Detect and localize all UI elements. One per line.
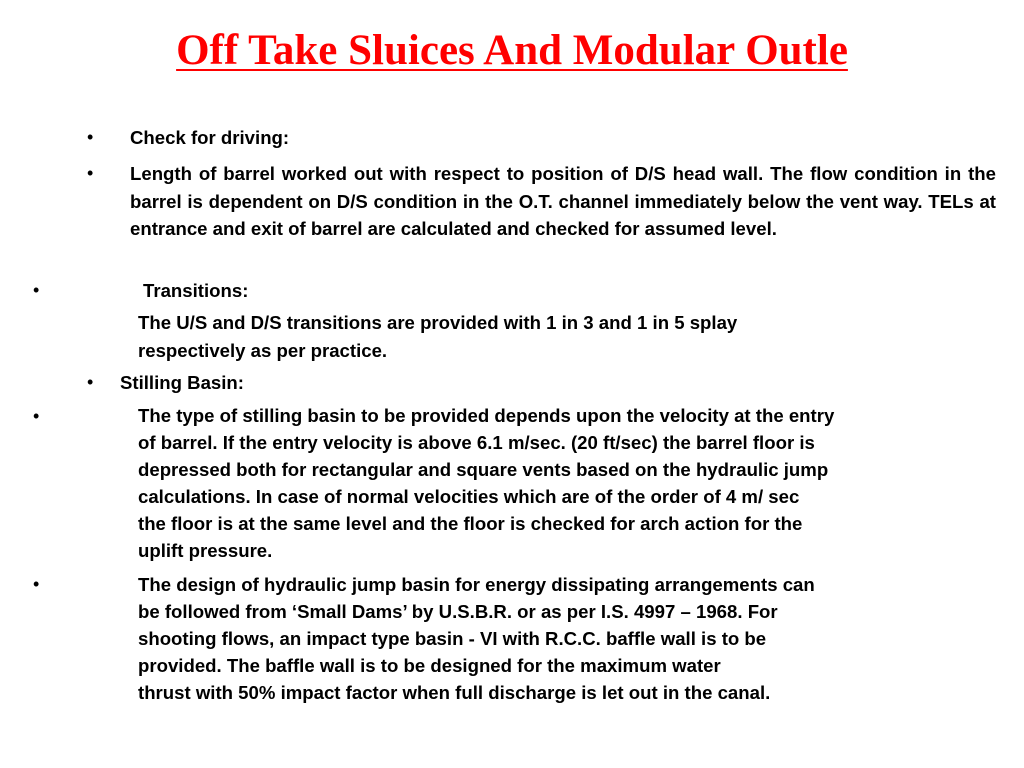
item-jump-line: be followed from ‘Small Dams’ by U.S.B.R. or as per I.S. 4997 – 1968. For	[138, 601, 778, 622]
item-jump-line: provided. The baffle wall is to be designed for the maximum water	[138, 655, 721, 676]
item-jump-line: The design of hydraulic jump basin for energy dissipating arrangements can	[138, 574, 815, 595]
slide-title: Off Take Sluices And Modular Outle	[176, 27, 848, 74]
bullet-transitions: •	[33, 280, 40, 300]
item-stilling-line: of barrel. If the entry velocity is above 6.1 m/sec. (20 ft/sec) the barrel floor is	[138, 432, 815, 453]
bullet-stilling-basin: •	[87, 372, 94, 392]
item-stilling-line: The type of stilling basin to be provided depends upon the velocity at the entry	[138, 405, 835, 426]
item-stilling-line: depressed both for rectangular and square vents based on the hydraulic jump	[138, 459, 829, 480]
item-transitions-body-line: respectively as per practice.	[138, 340, 388, 361]
item-stilling-line: calculations. In case of normal velocities which are of the order of 4 m/ sec	[138, 486, 800, 507]
bullet-stilling-paragraph: •	[33, 406, 40, 426]
item-jump-line: shooting flows, an impact type basin - VI with R.C.C. baffle wall is to be	[138, 628, 767, 649]
bullet-hydraulic-jump: •	[33, 574, 40, 594]
item-stilling-basin-heading: Stilling Basin:	[120, 372, 244, 393]
item-barrel-length: Length of barrel worked out with respect to position of D/S head wall. The flow condition in the barrel is dependent on D/S condition in the O.T. channel immediately below the vent way. TELs at entrance and exit of barrel are calculated and checked for assumed level.	[130, 163, 996, 239]
bullet-check-driving: •	[87, 127, 94, 147]
item-check-driving: Check for driving:	[130, 127, 290, 148]
item-stilling-line: the floor is at the same level and the floor is checked for arch action for the	[138, 513, 803, 534]
item-stilling-line: uplift pressure.	[138, 540, 273, 561]
item-transitions-heading: Transitions:	[143, 280, 249, 301]
bullet-barrel-length: •	[87, 163, 94, 183]
item-jump-line: thrust with 50% impact factor when full discharge is let out in the canal.	[138, 682, 771, 703]
item-transitions-body-line: The U/S and D/S transitions are provided with 1 in 3 and 1 in 5 splay	[138, 312, 738, 333]
